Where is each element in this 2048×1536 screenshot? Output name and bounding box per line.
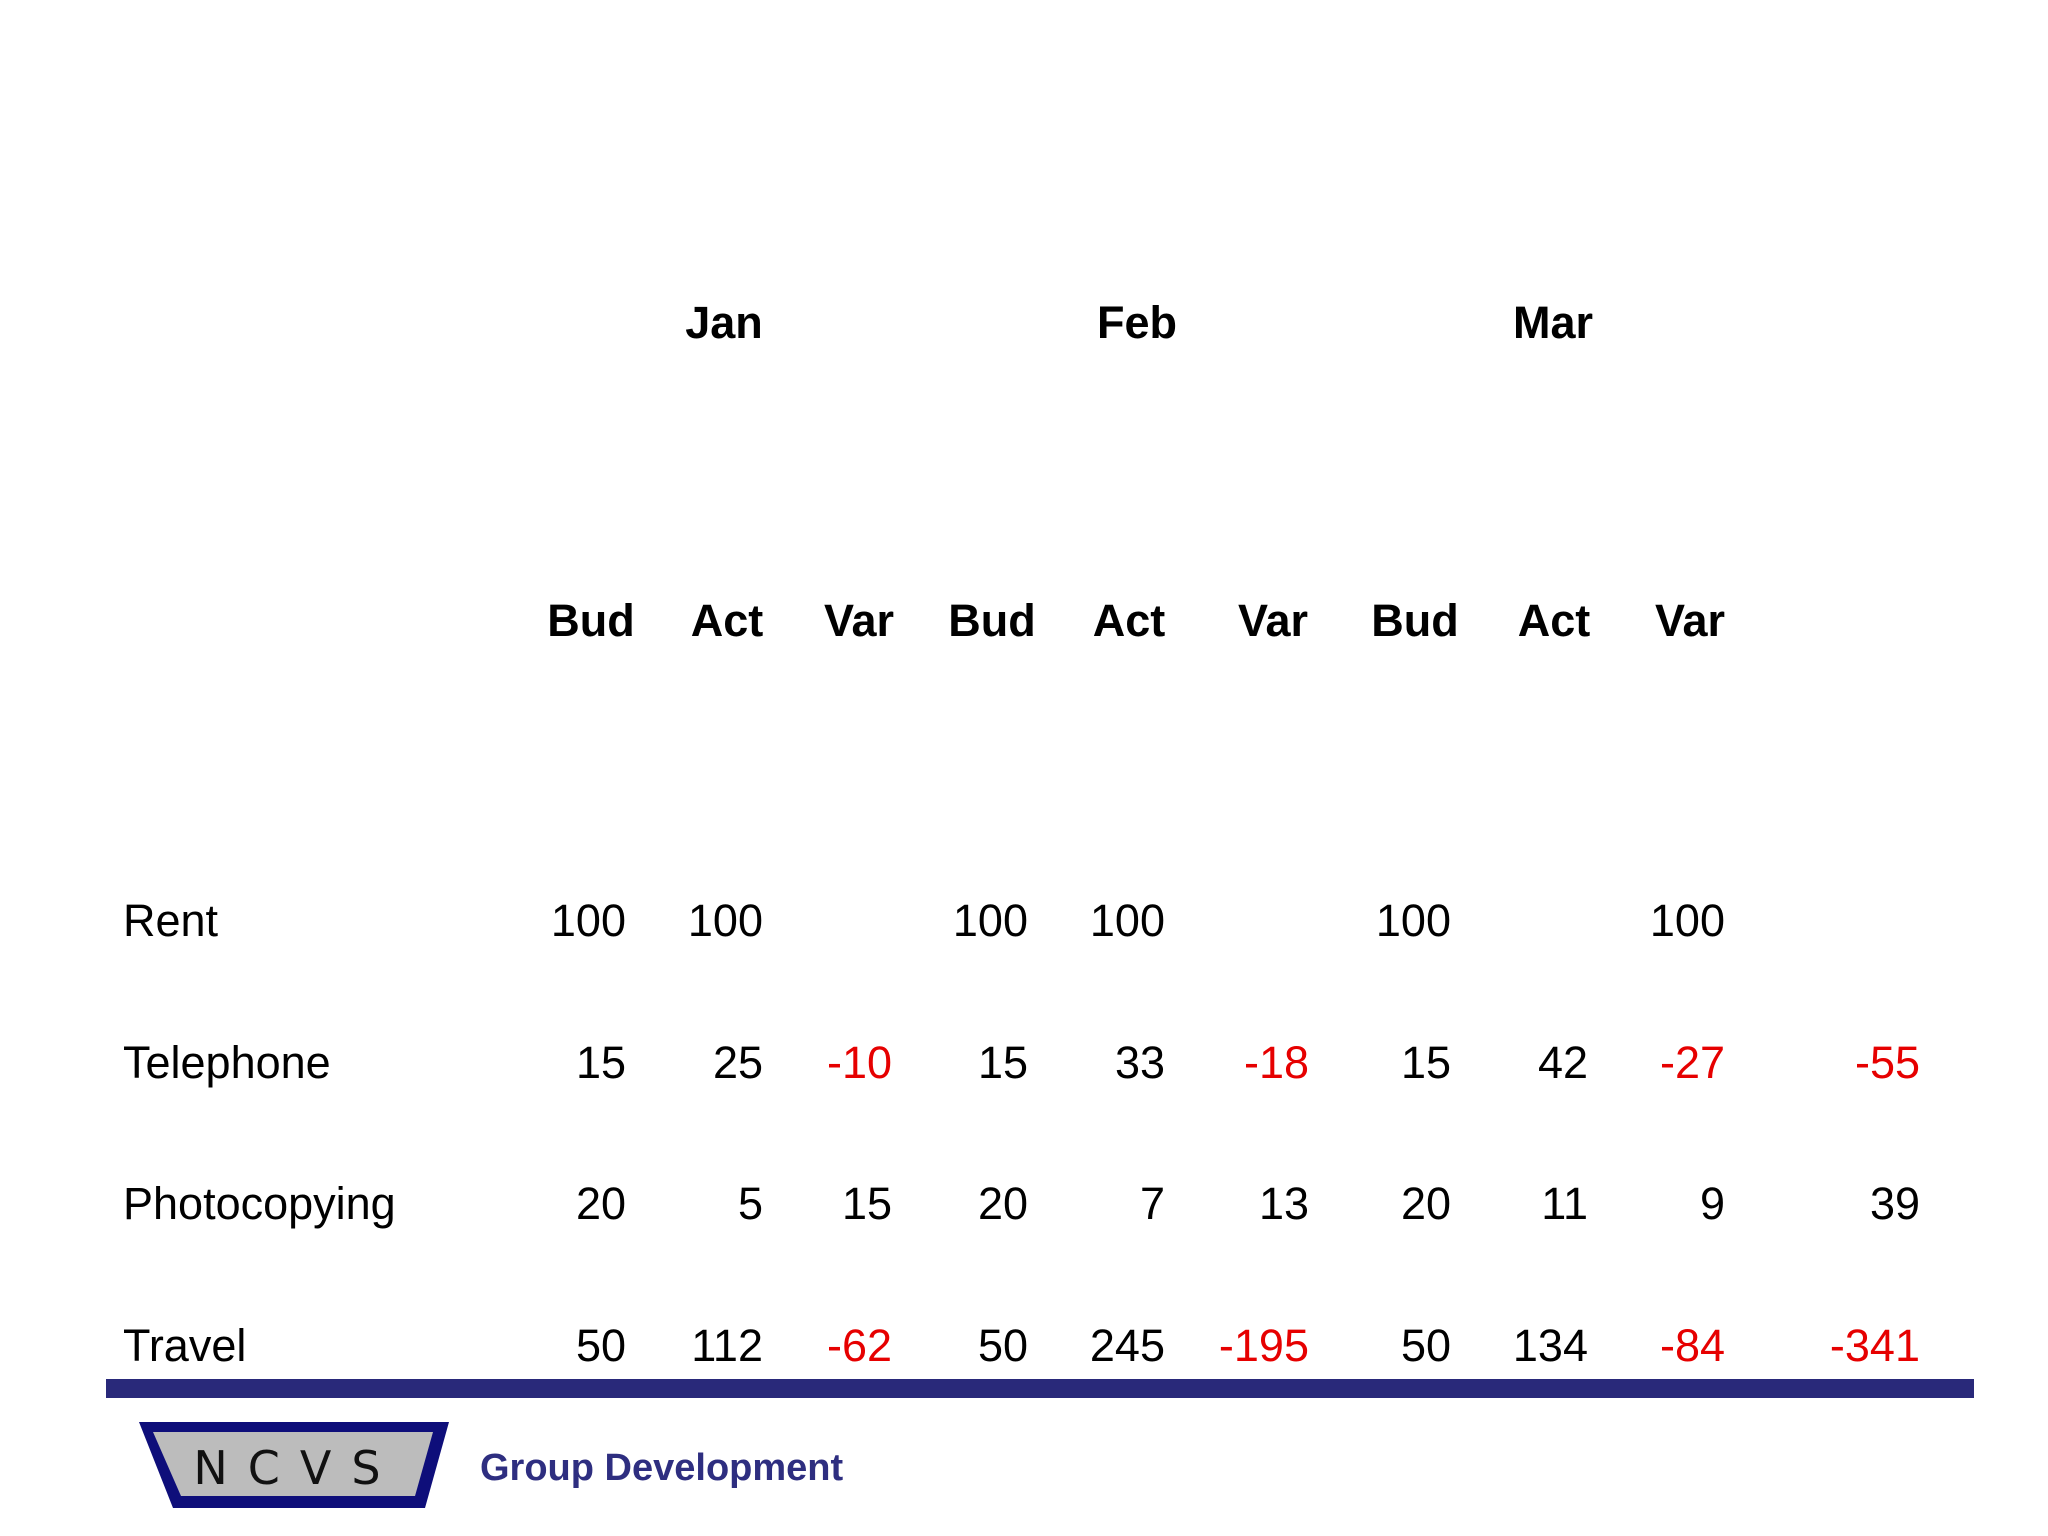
table-cell: -27 (1659, 1037, 1725, 1088)
subheader-jan-act: Act (690, 595, 764, 646)
month-header-feb: Feb (1096, 297, 1177, 348)
table-cell: 11 (1541, 1178, 1588, 1229)
table-cell: -18 (1243, 1037, 1309, 1088)
table-cell: 20 (977, 1178, 1028, 1229)
logo-text: NCVS (193, 1441, 401, 1495)
footer-rule (106, 1379, 1974, 1398)
table-cell: 25 (712, 1037, 763, 1088)
table-cell: 100 (550, 895, 626, 946)
table-cell: 5 (737, 1178, 763, 1229)
table-cell: 50 (977, 1320, 1028, 1371)
row-label-telephone: Telephone (123, 1037, 331, 1088)
subheader-feb-bud: Bud (948, 595, 1036, 646)
table-cell: 134 (1512, 1320, 1588, 1371)
org-name: Group Development (480, 1447, 844, 1489)
table-cell: -84 (1659, 1320, 1725, 1371)
table-cell: 50 (575, 1320, 626, 1371)
subheader-jan-var: Var (823, 595, 895, 646)
table-cell: 7 (1139, 1178, 1165, 1229)
table-cell: -10 (826, 1037, 892, 1088)
table-cell: 112 (691, 1320, 763, 1371)
table-cell: 15 (977, 1037, 1028, 1088)
table-cell: -195 (1218, 1320, 1309, 1371)
subheader-jan-bud: Bud (547, 595, 635, 646)
row-label-travel: Travel (123, 1320, 247, 1371)
table-cell: 9 (1699, 1178, 1725, 1229)
row-label-photocopying: Photocopying (123, 1178, 396, 1229)
table-cell: -62 (826, 1320, 892, 1371)
table-cell: 15 (1400, 1037, 1451, 1088)
month-header-jan: Jan (685, 297, 763, 348)
table-cell: 100 (1649, 895, 1725, 946)
table-cell: 100 (1375, 895, 1451, 946)
subheader-feb-act: Act (1092, 595, 1166, 646)
table-cell: 100 (1089, 895, 1165, 946)
table-cell: 50 (1400, 1320, 1451, 1371)
table-cell: 100 (687, 895, 763, 946)
table-cell: 20 (575, 1178, 626, 1229)
table-cell: 33 (1114, 1037, 1165, 1088)
table-cell: 39 (1869, 1178, 1920, 1229)
table-cell: 245 (1089, 1320, 1165, 1371)
table-cell: 13 (1258, 1178, 1309, 1229)
table-cell: 100 (952, 895, 1028, 946)
month-header-mar: Mar (1512, 297, 1594, 348)
subheader-feb-var: Var (1237, 595, 1309, 646)
subheader-mar-bud: Bud (1371, 595, 1459, 646)
table-cell: -341 (1829, 1320, 1920, 1371)
table-cell: 15 (841, 1178, 892, 1229)
subheader-mar-act: Act (1517, 595, 1591, 646)
table-cell: -55 (1854, 1037, 1920, 1088)
table-cell: 15 (575, 1037, 626, 1088)
subheader-mar-var: Var (1654, 595, 1726, 646)
ncvs-logo (137, 1418, 451, 1516)
table-cell: 20 (1400, 1178, 1451, 1229)
table-cell: 42 (1537, 1037, 1588, 1088)
row-label-rent: Rent (123, 895, 219, 946)
